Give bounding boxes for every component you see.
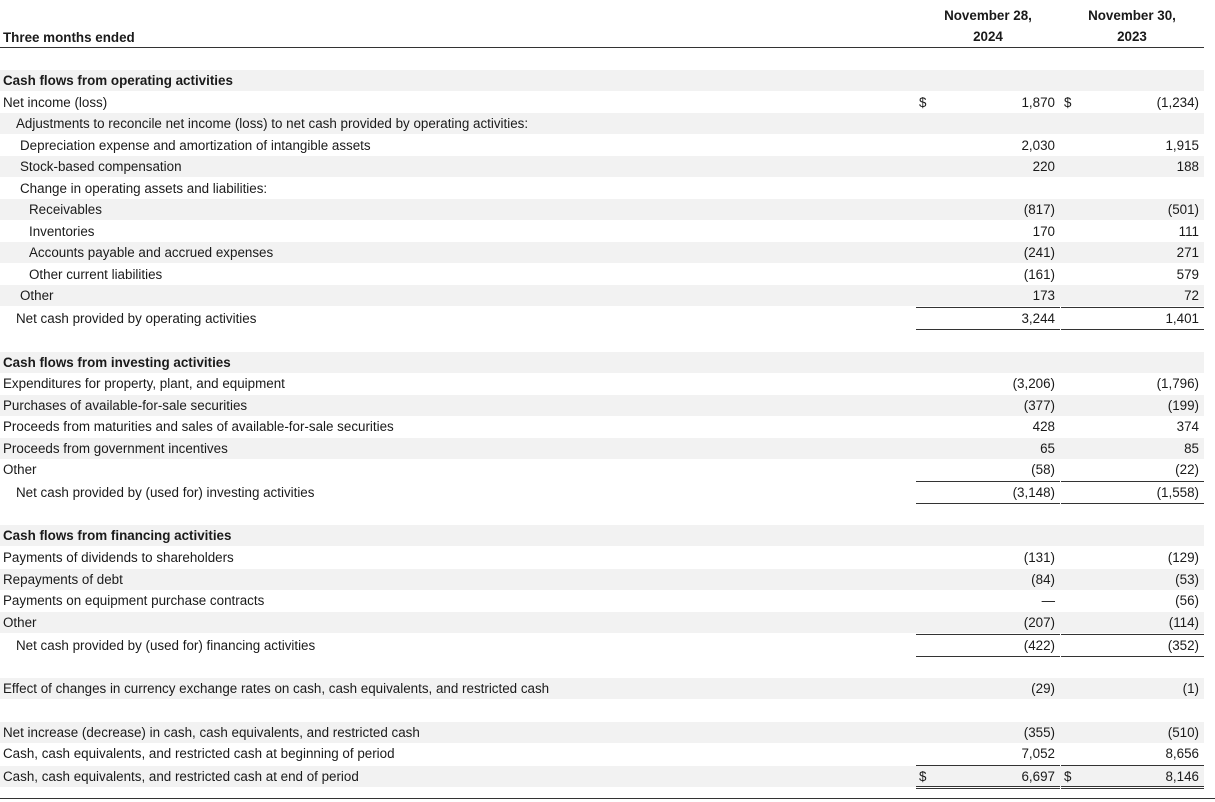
period-label: Three months ended <box>3 30 135 45</box>
value-2023: (129) <box>1167 550 1199 565</box>
subtotal-rule <box>1061 634 1204 635</box>
total-row <box>0 635 1204 656</box>
currency-symbol: $ <box>1064 95 1072 110</box>
table-row <box>0 92 1204 113</box>
subtotal-rule <box>916 765 1060 766</box>
total-rule <box>916 503 1060 504</box>
table-row <box>0 113 1204 134</box>
value-2024: (58) <box>1031 462 1055 477</box>
table-row <box>0 199 1204 220</box>
table-row <box>0 395 1204 416</box>
row-label: Stock-based compensation <box>20 159 182 174</box>
total-rule <box>1061 503 1204 504</box>
table-row <box>0 678 1204 699</box>
table-row <box>0 590 1204 611</box>
row-label: Expenditures for property, plant, and equipment <box>3 376 285 391</box>
subtotal-rule <box>916 634 1060 635</box>
section-heading <box>0 352 1204 373</box>
value-2024: (3,148) <box>1012 485 1055 500</box>
value-2024: (3,206) <box>1012 376 1055 391</box>
row-label: Net income (loss) <box>3 95 108 110</box>
row-label: Receivables <box>29 202 102 217</box>
total-rule <box>1061 656 1204 657</box>
value-2023: (501) <box>1167 202 1199 217</box>
table-row <box>0 135 1204 156</box>
value-2023: 8,146 <box>1165 769 1199 784</box>
value-2024: (422) <box>1023 638 1055 653</box>
value-2023: (1,234) <box>1156 95 1199 110</box>
value-2024: (817) <box>1023 202 1055 217</box>
value-2023: 1,401 <box>1165 311 1199 326</box>
value-2023: 8,656 <box>1165 746 1199 761</box>
row-label: Proceeds from maturities and sales of available-for-sale securities <box>3 419 394 434</box>
currency-symbol: $ <box>919 95 927 110</box>
row-label: Accounts payable and accrued expenses <box>29 245 274 260</box>
table-row <box>0 221 1204 242</box>
header-rule <box>0 47 1204 48</box>
row-label: Other <box>3 462 37 477</box>
value-2024: 7,052 <box>1021 746 1055 761</box>
bottom-rule <box>0 798 1215 799</box>
row-label: Payments of dividends to shareholders <box>3 550 234 565</box>
column-header-2024 <box>918 5 1058 47</box>
value-2024: (241) <box>1023 245 1055 260</box>
value-2024: (377) <box>1023 398 1055 413</box>
double-underline <box>1061 786 1204 789</box>
total-rule <box>916 329 1060 330</box>
row-label: Net increase (decrease) in cash, cash equivalents, and restricted cash <box>3 725 420 740</box>
value-2023: 188 <box>1176 159 1199 174</box>
row-label: Cash, cash equivalents, and restricted cash at beginning of period <box>3 746 395 761</box>
column-header-2023-date: November 30, <box>1088 8 1176 23</box>
total-row <box>0 308 1204 329</box>
value-2023: (352) <box>1167 638 1199 653</box>
section-heading <box>0 525 1204 546</box>
row-label: Other current liabilities <box>29 267 163 282</box>
value-2023: (22) <box>1175 462 1199 477</box>
column-header-2024-year: 2024 <box>973 29 1003 44</box>
value-2024: 428 <box>1032 419 1055 434</box>
value-2023: (1) <box>1182 681 1199 696</box>
value-2023: (53) <box>1175 572 1199 587</box>
row-label: Purchases of available-for-sale securities <box>3 398 248 413</box>
subtotal-rule <box>1061 307 1204 308</box>
currency-symbol: $ <box>919 769 927 784</box>
value-2024: (161) <box>1023 267 1055 282</box>
row-label: Cash flows from financing activities <box>3 528 232 543</box>
row-label: Adjustments to reconcile net income (loss) to net cash provided by operating activities: <box>16 116 529 131</box>
value-2024: 6,697 <box>1021 769 1055 784</box>
section-heading <box>0 70 1204 91</box>
value-2024: 220 <box>1032 159 1055 174</box>
table-row <box>0 178 1204 199</box>
table-row <box>0 569 1204 590</box>
table-row <box>0 438 1204 459</box>
table-row <box>0 459 1204 480</box>
total-rule <box>916 656 1060 657</box>
subtotal-rule <box>1061 481 1204 482</box>
value-2023: (510) <box>1167 725 1199 740</box>
table-row <box>0 373 1204 394</box>
row-label: Net cash provided by operating activities <box>16 311 257 326</box>
value-2024: (355) <box>1023 725 1055 740</box>
subtotal-rule <box>916 481 1060 482</box>
table-row <box>0 156 1204 177</box>
value-2024: (84) <box>1031 572 1055 587</box>
value-2023: 271 <box>1176 245 1199 260</box>
table-row <box>0 743 1204 764</box>
value-2024: 1,870 <box>1021 95 1055 110</box>
column-header-2023-year: 2023 <box>1117 29 1147 44</box>
double-underline <box>916 786 1060 789</box>
value-2023: (56) <box>1175 593 1199 608</box>
value-2024: (207) <box>1023 615 1055 630</box>
column-header-2024-date: November 28, <box>944 8 1032 23</box>
table-row <box>0 242 1204 263</box>
value-2023: 579 <box>1176 267 1199 282</box>
row-label: Cash flows from operating activities <box>3 73 233 88</box>
value-2023: 111 <box>1178 224 1199 239</box>
table-row <box>0 612 1204 633</box>
subtotal-rule <box>1061 765 1204 766</box>
value-2023: 374 <box>1176 419 1199 434</box>
row-label: Depreciation expense and amortization of intangible assets <box>20 138 371 153</box>
table-row <box>0 285 1204 306</box>
value-2023: (1,796) <box>1156 376 1199 391</box>
row-label: Payments on equipment purchase contracts <box>3 593 265 608</box>
value-2023: (199) <box>1167 398 1199 413</box>
column-header-2023 <box>1062 5 1202 47</box>
table-row <box>0 416 1204 437</box>
value-2023: (114) <box>1168 615 1199 630</box>
table-header <box>0 0 1215 48</box>
row-label: Other <box>20 288 54 303</box>
table-row <box>0 722 1204 743</box>
value-2024: 173 <box>1032 288 1055 303</box>
row-label: Cash flows from investing activities <box>3 355 231 370</box>
currency-symbol: $ <box>1064 769 1072 784</box>
value-2024: — <box>1041 593 1055 608</box>
value-2024: 170 <box>1032 224 1055 239</box>
table-row <box>0 264 1204 285</box>
row-label: Change in operating assets and liabilities: <box>20 181 268 196</box>
table-row <box>0 547 1204 568</box>
row-label: Cash, cash equivalents, and restricted cash at end of period <box>3 769 359 784</box>
value-2024: 2,030 <box>1021 138 1055 153</box>
row-label: Net cash provided by (used for) investing activities <box>16 485 315 500</box>
total-rule <box>1061 329 1204 330</box>
value-2024: 3,244 <box>1021 311 1055 326</box>
row-label: Inventories <box>29 224 95 239</box>
row-label: Net cash provided by (used for) financing activities <box>16 638 316 653</box>
row-label: Repayments of debt <box>3 572 123 587</box>
value-2024: 65 <box>1040 441 1055 456</box>
value-2023: 72 <box>1184 288 1199 303</box>
value-2023: (1,558) <box>1156 485 1199 500</box>
row-label: Effect of changes in currency exchange rates on cash, cash equivalents, and restricted cash <box>3 681 550 696</box>
value-2023: 85 <box>1184 441 1199 456</box>
total-row <box>0 482 1204 503</box>
table-row <box>0 766 1204 787</box>
row-label: Proceeds from government incentives <box>3 441 228 456</box>
value-2023: 1,915 <box>1165 138 1199 153</box>
row-label: Other <box>3 615 37 630</box>
value-2024: (29) <box>1031 681 1055 696</box>
subtotal-rule <box>916 307 1060 308</box>
value-2024: (131) <box>1023 550 1055 565</box>
